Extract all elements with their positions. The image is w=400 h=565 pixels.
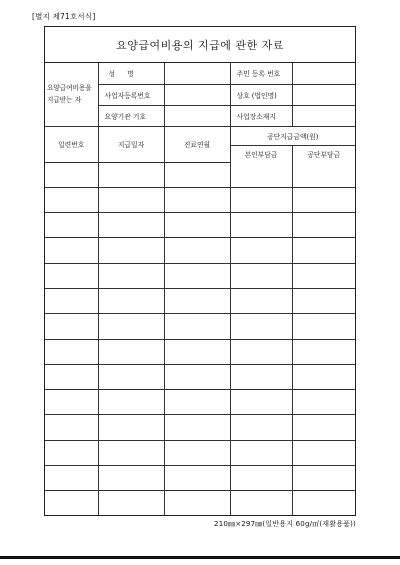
corp-payment-header: 공단지급금액(원) xyxy=(230,126,355,145)
institution-symbol-value[interactable] xyxy=(164,105,230,126)
treatment-ym-cell[interactable] xyxy=(164,491,230,516)
payment-table xyxy=(45,63,355,516)
corp-pay-cell[interactable] xyxy=(292,364,355,389)
corp-pay-cell[interactable] xyxy=(292,314,355,339)
table-row xyxy=(45,187,355,212)
name-label: 성명 xyxy=(98,63,164,84)
corp-pay-cell[interactable] xyxy=(292,187,355,212)
serial-no-cell[interactable] xyxy=(45,339,98,364)
corp-pay-cell[interactable] xyxy=(292,440,355,465)
table-row xyxy=(45,364,355,389)
treatment-ym-cell[interactable] xyxy=(164,415,230,440)
paper-spec-note: 210㎜×297㎜(일반용지 60g/㎡(재활용품)) xyxy=(214,520,356,528)
company-label: 상호 (법인명) xyxy=(230,84,292,105)
corp-pay-cell[interactable] xyxy=(292,213,355,238)
self-pay-cell[interactable] xyxy=(230,162,292,187)
table-row xyxy=(45,288,355,313)
treatment-ym-cell[interactable] xyxy=(164,364,230,389)
payment-date-cell[interactable] xyxy=(98,288,164,313)
treatment-ym-cell[interactable] xyxy=(164,238,230,263)
payment-date-cell[interactable] xyxy=(98,440,164,465)
form-title: 요양급여비용의 지급에 관한 자료 xyxy=(45,27,355,63)
corp-pay-cell[interactable] xyxy=(292,466,355,491)
payment-date-cell[interactable] xyxy=(98,364,164,389)
form-number-label: [별지 제71호서식] xyxy=(32,12,96,21)
payment-date-cell[interactable] xyxy=(98,466,164,491)
corp-pay-cell[interactable] xyxy=(292,263,355,288)
serial-no-cell[interactable] xyxy=(45,364,98,389)
treatment-ym-cell[interactable] xyxy=(164,440,230,465)
payment-date-cell[interactable] xyxy=(98,238,164,263)
corp-pay-cell[interactable] xyxy=(292,390,355,415)
payment-date-cell[interactable] xyxy=(98,314,164,339)
payment-data-form xyxy=(44,26,356,516)
treatment-ym-cell[interactable] xyxy=(164,187,230,212)
serial-no-header: 일련번호 xyxy=(45,126,98,162)
business-reg-no-label: 사업자등록번호 xyxy=(98,84,164,105)
resident-no-label: 주민 등록 번호 xyxy=(230,63,292,84)
serial-no-cell[interactable] xyxy=(45,491,98,516)
table-row xyxy=(45,491,355,516)
serial-no-cell[interactable] xyxy=(45,213,98,238)
serial-no-cell[interactable] xyxy=(45,390,98,415)
corp-pay-cell[interactable] xyxy=(292,415,355,440)
self-pay-cell[interactable] xyxy=(230,364,292,389)
treatment-ym-cell[interactable] xyxy=(164,390,230,415)
business-address-label: 사업장소재지 xyxy=(230,105,292,126)
table-row xyxy=(45,314,355,339)
self-pay-cell[interactable] xyxy=(230,339,292,364)
self-pay-cell[interactable] xyxy=(230,314,292,339)
self-pay-cell[interactable] xyxy=(230,415,292,440)
table-row xyxy=(45,339,355,364)
payment-date-cell[interactable] xyxy=(98,187,164,212)
payment-date-cell[interactable] xyxy=(98,339,164,364)
payment-date-cell[interactable] xyxy=(98,263,164,288)
table-row xyxy=(45,263,355,288)
corp-pay-cell[interactable] xyxy=(292,491,355,516)
table-row xyxy=(45,162,355,187)
table-row xyxy=(45,213,355,238)
self-pay-cell[interactable] xyxy=(230,288,292,313)
payment-date-cell[interactable] xyxy=(98,213,164,238)
corp-pay-cell[interactable] xyxy=(292,288,355,313)
institution-symbol-label: 요양기관 기호 xyxy=(98,105,164,126)
recipient-label: 요양급여비용을 지급받는 자 xyxy=(45,63,98,126)
payment-date-cell[interactable] xyxy=(98,491,164,516)
company-value[interactable] xyxy=(292,84,355,105)
serial-no-cell[interactable] xyxy=(45,238,98,263)
serial-no-cell[interactable] xyxy=(45,314,98,339)
treatment-ym-header: 진료연월 xyxy=(164,126,230,162)
payment-date-cell[interactable] xyxy=(98,390,164,415)
business-address-value[interactable] xyxy=(292,105,355,126)
serial-no-cell[interactable] xyxy=(45,415,98,440)
corp-pay-header: 공단부담금 xyxy=(292,145,355,162)
serial-no-cell[interactable] xyxy=(45,263,98,288)
self-pay-cell[interactable] xyxy=(230,263,292,288)
corp-pay-cell[interactable] xyxy=(292,339,355,364)
self-pay-cell[interactable] xyxy=(230,187,292,212)
serial-no-cell[interactable] xyxy=(45,440,98,465)
corp-pay-cell[interactable] xyxy=(292,238,355,263)
serial-no-cell[interactable] xyxy=(45,187,98,212)
serial-no-cell[interactable] xyxy=(45,288,98,313)
table-row xyxy=(45,238,355,263)
treatment-ym-cell[interactable] xyxy=(164,339,230,364)
resident-no-value[interactable] xyxy=(292,63,355,84)
name-value[interactable] xyxy=(164,63,230,84)
serial-no-cell[interactable] xyxy=(45,162,98,187)
self-pay-cell[interactable] xyxy=(230,491,292,516)
business-reg-no-value[interactable] xyxy=(164,84,230,105)
serial-no-cell[interactable] xyxy=(45,466,98,491)
treatment-ym-cell[interactable] xyxy=(164,263,230,288)
payment-date-header: 지급일자 xyxy=(98,126,164,162)
payment-date-cell[interactable] xyxy=(98,162,164,187)
table-row xyxy=(45,415,355,440)
bottom-rule xyxy=(0,556,400,559)
data-rows xyxy=(45,162,355,516)
corp-pay-cell[interactable] xyxy=(292,162,355,187)
self-pay-cell[interactable] xyxy=(230,440,292,465)
self-pay-cell[interactable] xyxy=(230,390,292,415)
self-pay-cell[interactable] xyxy=(230,238,292,263)
table-row xyxy=(45,440,355,465)
self-pay-header: 본인부담금 xyxy=(230,145,292,162)
table-row xyxy=(45,466,355,491)
payment-date-cell[interactable] xyxy=(98,415,164,440)
self-pay-cell[interactable] xyxy=(230,213,292,238)
table-row xyxy=(45,390,355,415)
treatment-ym-cell[interactable] xyxy=(164,213,230,238)
treatment-ym-cell[interactable] xyxy=(164,288,230,313)
treatment-ym-cell[interactable] xyxy=(164,466,230,491)
treatment-ym-cell[interactable] xyxy=(164,162,230,187)
self-pay-cell[interactable] xyxy=(230,466,292,491)
treatment-ym-cell[interactable] xyxy=(164,314,230,339)
